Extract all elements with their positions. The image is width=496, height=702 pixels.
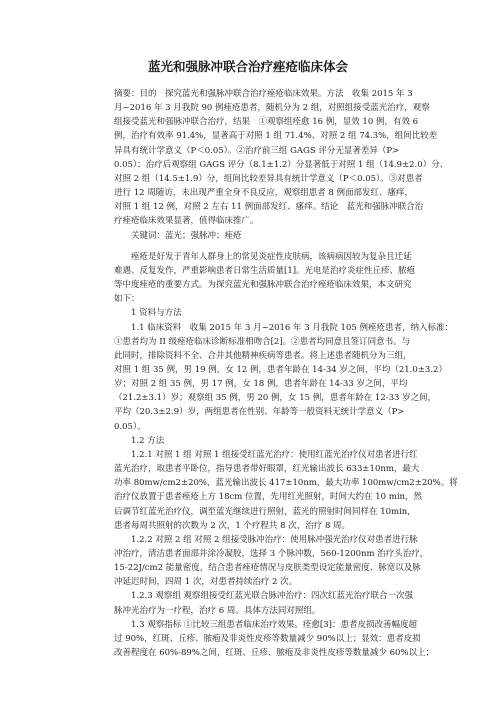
paragraph-line: 1.1 临床资料 收集 2015 年 3 月~2016 年 3 月我院 105 例痤疮患者，纳入标准：: [131, 322, 453, 333]
abstract-line: 疗痤疮临床效果显著，值得临床推广。: [114, 216, 259, 227]
section-1-2-3: [114, 589, 414, 617]
paragraph-line: 岁；对照 2 组 35 例，男 17 例，女 18 例，患者年龄在 14-33 岁之间，平均: [114, 379, 408, 390]
paragraph-line: 蓝光治疗，取患者平卧位，指导患者带好眼罩，红光输出波长 633±10nm，最大: [114, 464, 420, 475]
paragraph-line: 此同时，排除资料不全、合并其他精神疾病等患者。将上述患者随机分为三组，: [114, 350, 412, 361]
paragraph-line: 平均（20.3±2.9）岁，两组患者在性别、年龄等一般资料无统计学意义（P>: [114, 407, 405, 418]
section-heading: 1.2 方法: [131, 435, 165, 446]
abstract: [114, 87, 449, 229]
paragraph-line: 1.2.3 观察组 观察组接受红蓝光联合脉冲治疗：四次红蓝光治疗联合一次强: [131, 591, 414, 602]
section-heading: 1 资料与方法: [131, 308, 182, 319]
paragraph-line: ①患者均为 II 级痤疮临床诊断标准相吻合[2]。②患者均同意且签订同意书。与: [114, 336, 411, 347]
paragraph-line: 0.05）。: [114, 421, 146, 432]
paragraph-line: 冲治疗，清洁患者面部并涂冷凝胶，选择 3 个脉冲数，560-1200nm 治疗头治疗，: [114, 549, 429, 559]
intro-line: 痤疮是好发于青年人群身上的常见炎症性皮肤病，该病病因较为复杂且迁延: [131, 251, 412, 262]
document-title: 蓝光和强脉冲联合治疗痤疮临床体会: [147, 59, 348, 74]
paragraph-line: 1.2.1 对照 1 组 对照 1 组接受红蓝光治疗：使用红蓝光治疗仪对患者进行红: [131, 449, 418, 460]
abstract-line: 例，治疗有效率 91.4%，显著高于对照 1 组 71.4%、对照 2 组 74.3%，组间比较差: [114, 131, 438, 142]
intro-line: 等中度痤疮的重要方式。为探究蓝光和强脉冲联合治疗痤疮临床效果，本文研究: [114, 280, 412, 291]
section-1-2-2: [114, 533, 429, 590]
paragraph-line: （21.2±3.1）岁；观察组 35 例，男 20 例，女 15 例，患者年龄在 12-33 岁之间，: [114, 393, 437, 404]
paragraph-line: 改善程度在 60%-89%之间，红斑、丘疹、脓疱及非炎性皮疹等数量减少 60%以上；: [114, 648, 434, 659]
paragraph-line: 脉冲光治疗为一疗程，治疗 6 周。具体方法同对照组。: [114, 605, 321, 616]
document-body: [114, 87, 458, 660]
abstract-line: 组接受蓝光和强脉冲联合治疗，结果 ①观察组痊愈 16 例，显效 10 例，有效 6: [114, 117, 419, 128]
abstract-line: 0.05）；治疗后观察组 GAGS 评分（8.1±1.2）分显著低于对照 1 组（14.9±2.0）分、: [114, 159, 449, 170]
paragraph-line: 对照 1 组 35 例，男 19 例，女 12 例，患者年龄在 14-34 岁之间，平均（21.0±3.2）: [114, 364, 447, 375]
abstract-line: 进行 12 周随访，未出现严重全身不良反应，观察组患者 8 例面部发红、瘙痒，: [114, 188, 414, 199]
intro-line: 如下：: [114, 294, 140, 305]
paragraph-line: 1.2.2 对照 2 组 对照 2 组接受脉冲治疗：使用脉冲强光治疗仪对患者进行脉: [131, 534, 418, 545]
paragraph-line: 1.3 观察指标 ①比较三组患者临床治疗效果。痊愈[3]：患者皮损改善幅度超: [131, 619, 417, 630]
paragraph-line: 治疗仪放置于患者痤疮上方 18cm 位置，先用红光照射，时间大约在 10 min，然: [114, 492, 423, 503]
paragraph-line: 后调节红蓝光治疗仪，调至蓝光继续进行照射，蓝光的照射时间同样在 10min，: [114, 506, 416, 517]
intro-line: 难遇、反复发作，严重影响患者日常生活质量[1]。光电是治疗炎症性丘疹、脓疱: [114, 265, 416, 276]
abstract-line: 异具有统计学意义（P＜0.05）。②治疗前三组 GAGS 评分无显著差异（P>: [114, 145, 400, 156]
abstract-line: 摘要：目的 探究蓝光和强脉冲联合治疗痤疮临床效果。方法 收集 2015 年 3: [114, 89, 413, 99]
section-1-1: [114, 321, 453, 434]
abstract-line: 月~2016 年 3 月我院 90 例痤疮患者，随机分为 2 组，对照组接受蓝光治疗，观察: [114, 103, 430, 114]
section-1-3: [114, 618, 434, 660]
section-1-2-1: [114, 448, 458, 533]
paragraph-line: 功率 80mw/cm2±20%，蓝光输出波长 417±10nm，最大功率 100mw/cm2±20%。将: [114, 478, 458, 489]
paragraph-line: 冲延迟时间，四周 1 次，对患者持续治疗 2 次。: [114, 577, 298, 588]
paragraph-line: 15-22J/cm2 能量密度，结合患者痤疮情况与皮肤类型设定能量密度、脉宽以及脉: [114, 563, 421, 574]
paragraph-line: 患者每周共照射的次数为 2 次，1 个疗程共 8 次，治疗 8 周。: [114, 520, 351, 531]
abstract-line: 对照 1 组 12 例，对照 2 左右 11 例面部发红、瘙痒。结论 蓝光和强脉冲联合治: [114, 202, 424, 213]
abstract-line: 对照 2 组（14.5±1.9）分，组间比较差异具有统计学意义（P＜0.05）。③对患者: [114, 173, 423, 184]
introduction: [114, 250, 416, 307]
paragraph-line: 过 90%，红斑、丘疹、脓疱及非炎性皮疹等数量减少 90%以上；显效：患者皮损: [114, 633, 421, 644]
keywords: 关键词：蓝光；强脉冲；痤疮: [131, 230, 242, 241]
spacer: [114, 243, 406, 250]
